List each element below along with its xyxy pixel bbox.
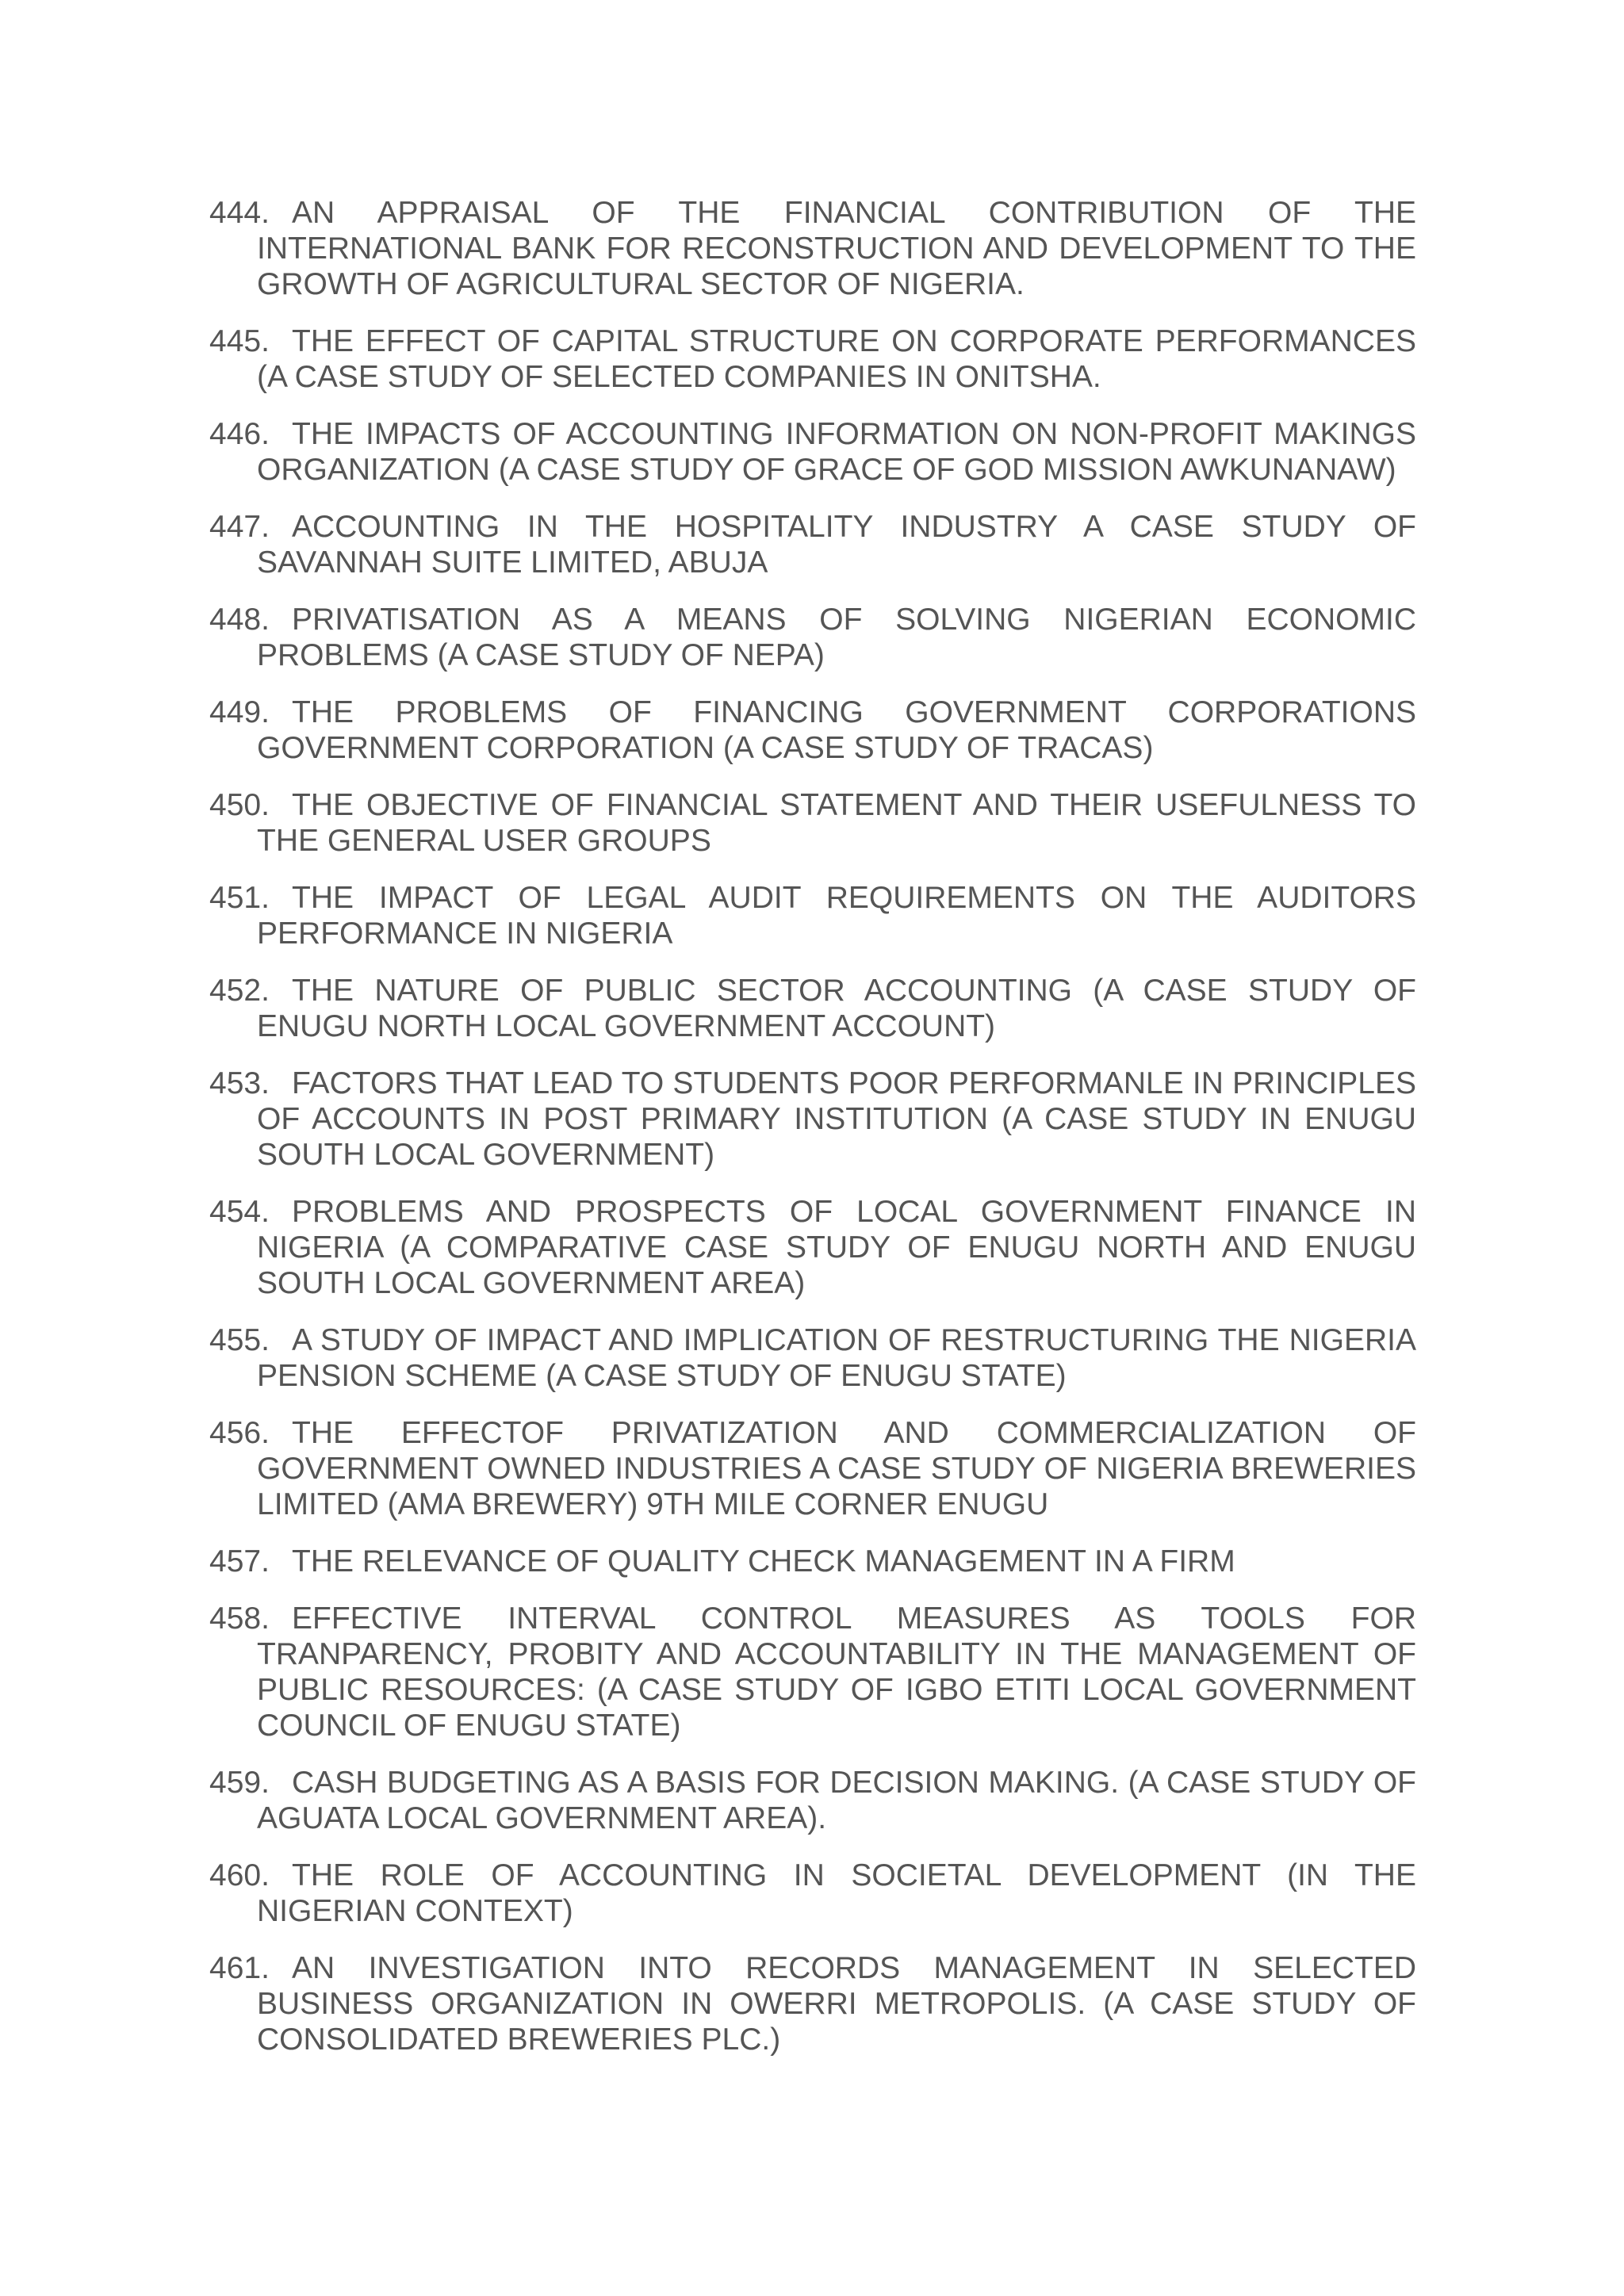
topic-number: 449. (209, 695, 270, 729)
list-item (209, 1950, 1416, 2057)
topic-number: 447. (209, 510, 270, 544)
list-item (209, 195, 1416, 302)
topic-number: 446. (209, 417, 270, 451)
list-item (209, 509, 1416, 580)
topic-number: 445. (209, 324, 270, 358)
topic-title: THE IMPACTS OF ACCOUNTING INFORMATION ON NON-PROFIT MAKINGS ORGANIZATION (A CASE STUDY OF GRACE OF GOD MISSION AWKUNANAW) (257, 417, 1416, 487)
topic-number: 456. (209, 1416, 270, 1450)
list-item (209, 1858, 1416, 1929)
topic-title: THE EFFECT OF CAPITAL STRUCTURE ON CORPORATE PERFORMANCES (A CASE STUDY OF SELECTED COMPANIES IN ONITSHA. (257, 324, 1416, 394)
topic-title: AN INVESTIGATION INTO RECORDS MANAGEMENT IN SELECTED BUSINESS ORGANIZATION IN OWERRI METROPOLIS. (A CASE STUDY OF CONSOLIDATED BREWERIES PLC.) (257, 1951, 1416, 2057)
list-item (209, 416, 1416, 488)
topic-title: PRIVATISATION AS A MEANS OF SOLVING NIGERIAN ECONOMIC PROBLEMS (A CASE STUDY OF NEPA) (257, 603, 1416, 672)
list-item (209, 973, 1416, 1044)
topic-number: 452. (209, 974, 270, 1008)
topic-number: 444. (209, 196, 270, 230)
topic-title: THE EFFECTOF PRIVATIZATION AND COMMERCIALIZATION OF GOVERNMENT OWNED INDUSTRIES A CASE STUDY OF NIGERIA BREWERIES LIMITED (AMA BREWERY) 9TH MILE CORNER ENUGU (257, 1416, 1416, 1521)
topic-number: 453. (209, 1066, 270, 1100)
topic-number: 448. (209, 603, 270, 637)
list-item (209, 880, 1416, 951)
list-item (209, 1544, 1416, 1579)
topic-title: THE OBJECTIVE OF FINANCIAL STATEMENT AND THEIR USEFULNESS TO THE GENERAL USER GROUPS (257, 788, 1416, 858)
list-item (209, 1066, 1416, 1173)
list-item (209, 602, 1416, 673)
topic-number: 454. (209, 1195, 270, 1229)
topic-title: ACCOUNTING IN THE HOSPITALITY INDUSTRY A CASE STUDY OF SAVANNAH SUITE LIMITED, ABUJA (257, 510, 1416, 580)
topic-number: 457. (209, 1544, 270, 1578)
topic-title: PROBLEMS AND PROSPECTS OF LOCAL GOVERNMENT FINANCE IN NIGERIA (A COMPARATIVE CASE STUDY OF ENUGU NORTH AND ENUGU SOUTH LOCAL GOVERNMENT AREA) (257, 1195, 1416, 1300)
list-item (209, 787, 1416, 859)
topic-title: A STUDY OF IMPACT AND IMPLICATION OF RESTRUCTURING THE NIGERIA PENSION SCHEME (A CASE STUDY OF ENUGU STATE) (257, 1323, 1416, 1393)
list-item (209, 323, 1416, 395)
list-item (209, 1765, 1416, 1836)
list-item (209, 1415, 1416, 1522)
topic-number: 450. (209, 788, 270, 822)
topic-title: EFFECTIVE INTERVAL CONTROL MEASURES AS TOOLS FOR TRANPARENCY, PROBITY AND ACCOUNTABILITY IN THE MANAGEMENT OF PUBLIC RESOURCES: (A CASE STUDY OF IGBO ETITI LOCAL GOVERNMENT COUNCIL OF ENUGU STATE) (257, 1601, 1416, 1743)
topic-number: 455. (209, 1323, 270, 1357)
topic-number: 458. (209, 1601, 270, 1636)
topic-number: 451. (209, 881, 270, 915)
topic-number: 459. (209, 1766, 270, 1800)
list-item (209, 1194, 1416, 1301)
project-topic-list (209, 195, 1416, 2079)
list-item (209, 1601, 1416, 1743)
list-item (209, 695, 1416, 766)
topic-title: THE RELEVANCE OF QUALITY CHECK MANAGEMENT IN A FIRM (292, 1544, 1235, 1578)
topic-title: AN APPRAISAL OF THE FINANCIAL CONTRIBUTION OF THE INTERNATIONAL BANK FOR RECONSTRUCTION AND DEVELOPMENT TO THE GROWTH OF AGRICULTURAL SECTOR OF NIGERIA. (257, 196, 1416, 301)
topic-title: THE ROLE OF ACCOUNTING IN SOCIETAL DEVELOPMENT (IN THE NIGERIAN CONTEXT) (257, 1858, 1416, 1928)
topic-number: 460. (209, 1858, 270, 1892)
topic-title: THE PROBLEMS OF FINANCING GOVERNMENT CORPORATIONS GOVERNMENT CORPORATION (A CASE STUDY OF TRACAS) (257, 695, 1416, 765)
topic-title: THE IMPACT OF LEGAL AUDIT REQUIREMENTS ON THE AUDITORS PERFORMANCE IN NIGERIA (257, 881, 1416, 951)
topic-title: CASH BUDGETING AS A BASIS FOR DECISION MAKING. (A CASE STUDY OF AGUATA LOCAL GOVERNMENT AREA). (257, 1766, 1416, 1835)
topic-number: 461. (209, 1951, 270, 1985)
topic-title: THE NATURE OF PUBLIC SECTOR ACCOUNTING (A CASE STUDY OF ENUGU NORTH LOCAL GOVERNMENT ACCOUNT) (257, 974, 1416, 1043)
list-item (209, 1322, 1416, 1394)
topic-title: FACTORS THAT LEAD TO STUDENTS POOR PERFORMANLE IN PRINCIPLES OF ACCOUNTS IN POST PRIMARY INSTITUTION (A CASE STUDY IN ENUGU SOUTH LOCAL GOVERNMENT) (257, 1066, 1416, 1172)
